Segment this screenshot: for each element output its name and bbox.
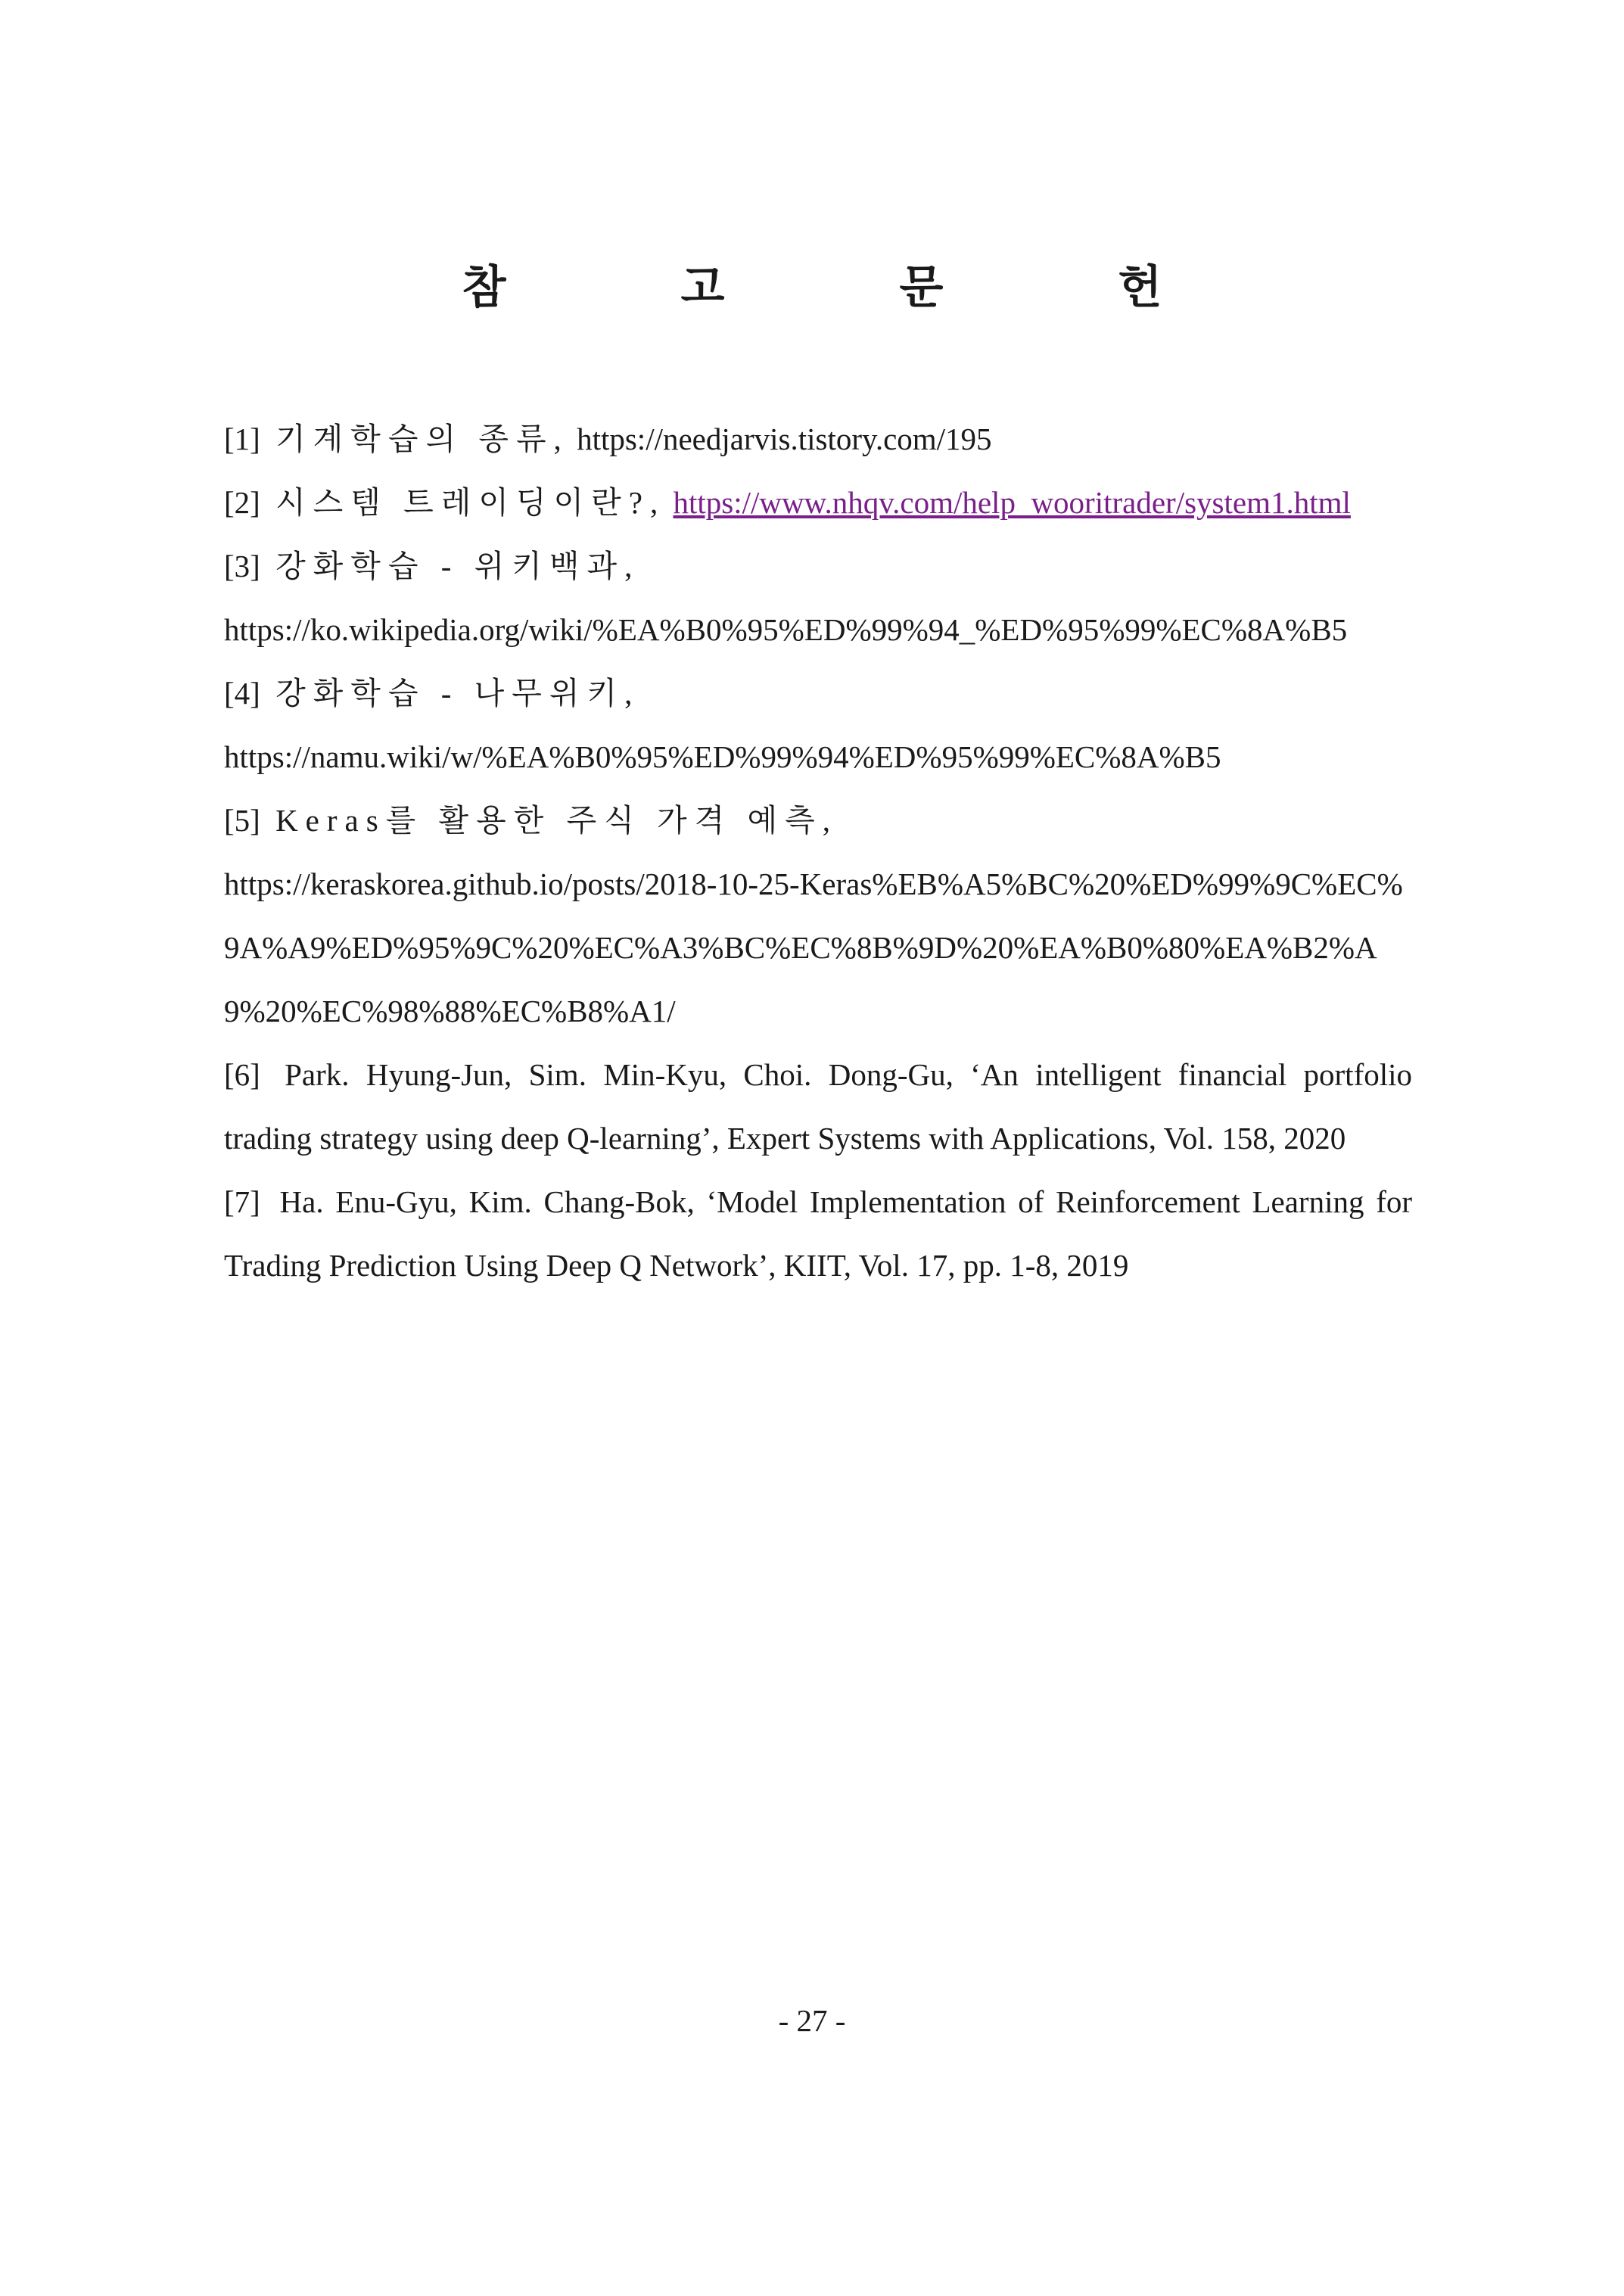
reference-url: https://namu.wiki/w/%EA%B0%95%ED%99%94%ED%95%99%EC%8A%B5 (224, 739, 1221, 774)
reference-number: [5] (224, 803, 260, 838)
reference-link[interactable]: https://www.nhqv.com/help_wooritrader/system1.html (673, 485, 1351, 520)
reference-item-4 (224, 661, 1412, 789)
reference-label: 시스템 트레이딩이란?, (275, 485, 666, 520)
reference-list (224, 407, 1412, 1297)
reference-url: https://keraskorea.github.io/posts/2018-10-25-Keras%EB%A5%BC%20%ED%99%9C%EC%9A%A9%ED%95%9C%20%EC%A3%BC%EC%8B%9D%20%EA%B0%80%EA%B2%A9%20%EC%98%88%EC%B8%A1/ (224, 866, 1403, 1028)
reference-url: https://needjarvis.tistory.com/195 (577, 422, 992, 456)
reference-number: [2] (224, 485, 260, 520)
reference-number: [1] (224, 422, 260, 456)
reference-item-7 (224, 1170, 1412, 1297)
reference-number: [3] (224, 549, 260, 583)
reference-item-6 (224, 1043, 1412, 1170)
reference-item-1 (224, 407, 1412, 471)
reference-item-3 (224, 534, 1412, 661)
reference-item-5 (224, 789, 1412, 1043)
reference-label: 기계학습의 종류, (275, 422, 569, 456)
reference-number: [4] (224, 676, 260, 711)
page-number: - 27 - (778, 2003, 846, 2038)
reference-text: Ha. Enu-Gyu, Kim. Chang-Bok, ‘Model Implementation of Reinforcement Learning for Trading Prediction Using Deep Q Network’, KIIT, Vol. 17, pp. 1-8, 2019 (224, 1184, 1413, 1283)
reference-number: [7] (224, 1184, 260, 1219)
reference-item-2 (224, 471, 1412, 534)
reference-url: https://ko.wikipedia.org/wiki/%EA%B0%95%ED%99%94_%ED%95%99%EC%8A%B5 (224, 612, 1348, 647)
reference-label: 강화학습 - 나무위키, (275, 676, 640, 711)
reference-label: Keras를 활용한 주식 가격 예측, (275, 803, 838, 838)
reference-number: [6] (224, 1057, 260, 1092)
reference-label: 강화학습 - 위키백과, (275, 549, 640, 583)
reference-text: Park. Hyung-Jun, Sim. Min-Kyu, Choi. Dong-Gu, ‘An intelligent financial portfolio trading strategy using deep Q-learning’, Expert Systems with Applications, Vol. 158, 2020 (224, 1057, 1413, 1156)
page-title: 참 고 문 헌 (462, 263, 1244, 313)
